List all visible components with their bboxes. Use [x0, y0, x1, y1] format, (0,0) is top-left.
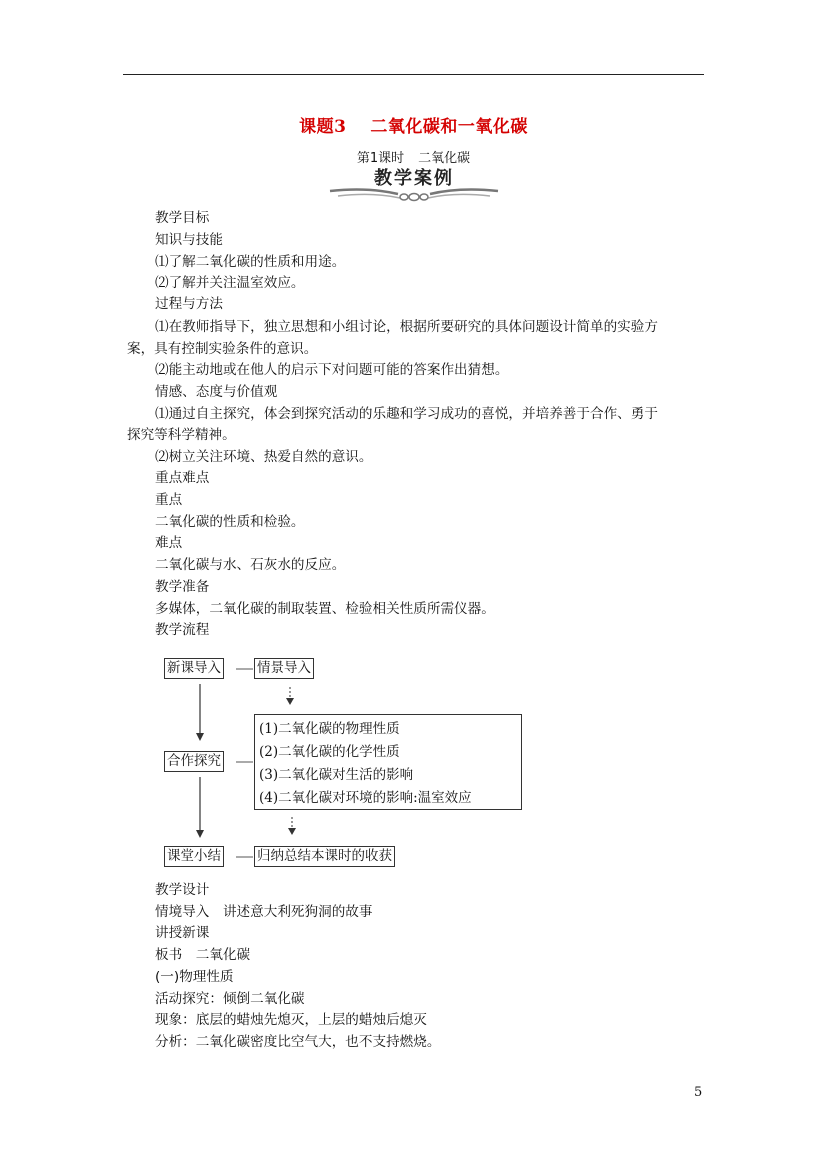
goal-line-continued: 案，具有控制实验条件的意识。: [127, 341, 318, 357]
new-lesson-box: 新课导入: [164, 658, 224, 679]
goal-line: ⑵了解并关注温室效应。: [155, 275, 305, 291]
goal-line: ⑴在教师指导下，独立思想和小组讨论，根据所要研究的具体问题设计简单的实验方: [155, 319, 658, 335]
inquiry-topic: (4)二氧化碳对环境的影响:温室效应: [259, 790, 472, 806]
design-line: 分析：二氧化碳密度比空气大，也不支持燃烧。: [155, 1034, 441, 1050]
summary-detail-box: 归纳总结本课时的收获: [254, 846, 395, 867]
preparation-text: 多媒体，二氧化碳的制取装置、检验相关性质所需仪器。: [155, 601, 495, 617]
heading-key-difficult: 重点难点: [155, 470, 210, 486]
heading-difficult-point: 难点: [155, 535, 183, 551]
summary-box: 课堂小结: [164, 846, 224, 867]
lesson-topic: 二氧化碳和一氧化碳: [370, 117, 528, 137]
heading-preparation: 教学准备: [155, 579, 210, 595]
heading-teaching-flow: 教学流程: [155, 622, 210, 638]
period-topic: 二氧化碳: [418, 151, 471, 166]
inquiry-topic: (3)二氧化碳对生活的影响: [259, 767, 414, 783]
scene-intro-box: 情景导入: [254, 658, 314, 679]
heading-teaching-design: 教学设计: [155, 882, 210, 898]
goal-line: ⑵树立关注环境、热爱自然的意识。: [155, 449, 373, 465]
design-line: 现象：底层的蜡烛先熄灭，上层的蜡烛后熄灭: [155, 1012, 427, 1028]
cooperate-box: 合作探究: [164, 751, 224, 772]
design-line: 讲授新课: [155, 925, 210, 941]
inquiry-topics-box: [254, 714, 522, 810]
goal-line: ⑴了解二氧化碳的性质和用途。: [155, 254, 346, 270]
key-point-text: 二氧化碳的性质和检验。: [155, 514, 305, 530]
page-number: 5: [694, 1085, 703, 1100]
heading-emotion-values: 情感、态度与价值观: [155, 384, 278, 400]
period-label: 第1课时: [356, 151, 405, 166]
heading-knowledge-skills: 知识与技能: [155, 232, 223, 248]
difficult-point-text: 二氧化碳与水、石灰水的反应。: [155, 557, 346, 573]
goal-line-continued: 探究等科学精神。: [127, 427, 236, 443]
lesson-number: 课题3: [299, 117, 347, 137]
design-line: 情境导入 讲述意大利死狗洞的故事: [155, 904, 373, 920]
design-line: (一)物理性质: [155, 969, 234, 985]
goal-line: ⑵能主动地或在他人的启示下对问题可能的答案作出猜想。: [155, 362, 509, 378]
heading-key-point: 重点: [155, 492, 183, 508]
inquiry-topic: (2)二氧化碳的化学性质: [259, 744, 400, 760]
heading-process-methods: 过程与方法: [155, 296, 223, 312]
goal-line: ⑴通过自主探究，体会到探究活动的乐趣和学习成功的喜悦，并培养善于合作、勇于: [155, 406, 658, 422]
design-line: 板书 二氧化碳: [155, 947, 251, 963]
design-line: 活动探究：倾倒二氧化碳: [155, 991, 305, 1007]
banner-text: 教学案例: [374, 168, 454, 189]
inquiry-topic: (1)二氧化碳的物理性质: [259, 721, 400, 737]
heading-teaching-goals: 教学目标: [155, 210, 210, 226]
